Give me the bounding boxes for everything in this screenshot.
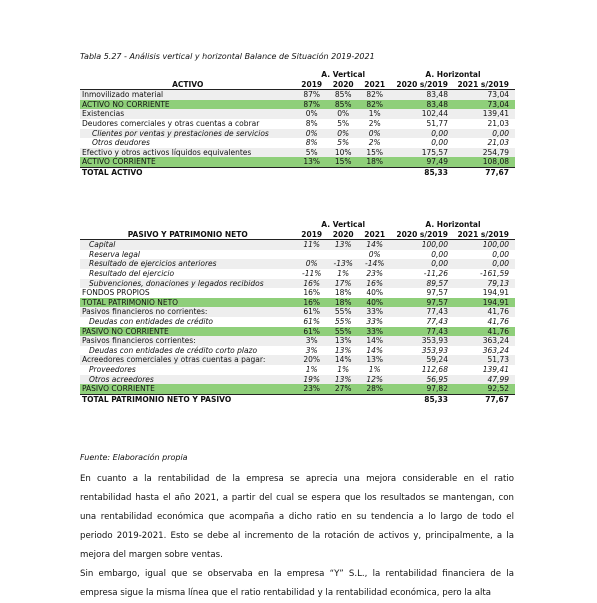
row-value: 77,67 <box>454 167 515 177</box>
row-label: TOTAL PATRIMONIO NETO <box>80 298 295 308</box>
row-value <box>328 167 358 177</box>
table-row <box>80 346 515 356</box>
row-value: 89,57 <box>391 279 454 289</box>
header-2019: 2019 <box>295 80 328 90</box>
row-label: TOTAL PATRIMONIO NETO Y PASIVO <box>80 394 295 404</box>
group-vertical: A. Vertical <box>321 220 366 229</box>
row-value: 73,04 <box>454 90 515 100</box>
row-value: 51,77 <box>426 118 448 128</box>
row-value: 56,95 <box>391 375 454 385</box>
row-label: Pasivos financieros corrientes: <box>80 336 295 346</box>
row-label: Pasivos financieros no corrientes: <box>80 307 295 317</box>
row-value: 13% <box>358 355 391 365</box>
table-row <box>80 375 515 385</box>
activo-group-header <box>80 70 515 80</box>
row-value: 0% <box>328 129 358 139</box>
row-value: 194,91 <box>454 298 515 308</box>
row-value: 8% <box>305 118 318 128</box>
row-value: 97,82 <box>391 384 454 394</box>
row-value: 41,76 <box>454 327 515 337</box>
table-row <box>80 279 515 289</box>
row-value: -14% <box>358 259 391 269</box>
table-row <box>80 129 515 139</box>
table-row <box>80 167 515 177</box>
row-value: 21,03 <box>487 138 509 148</box>
row-value: 92,52 <box>454 384 515 394</box>
row-value: 0,00 <box>391 129 454 139</box>
row-value: 79,13 <box>454 279 515 289</box>
row-value: 139,41 <box>454 109 515 119</box>
row-value: 41,76 <box>487 316 509 326</box>
row-value: 16% <box>295 298 328 308</box>
row-label: Clientes por ventas y prestaciones de servicios <box>80 129 295 139</box>
row-value <box>328 250 358 260</box>
table-row <box>80 157 515 167</box>
row-value: 73,04 <box>454 100 515 110</box>
row-value: 16% <box>358 279 391 289</box>
row-value: 353,93 <box>391 336 454 346</box>
table-row <box>80 138 515 148</box>
row-value: 14% <box>366 345 384 355</box>
row-value: 83,48 <box>391 90 454 100</box>
group-horizontal: A. Horizontal <box>425 70 481 79</box>
row-value: 3% <box>305 345 318 355</box>
row-label: TOTAL ACTIVO <box>80 167 295 177</box>
row-value: 1% <box>368 364 381 374</box>
row-value <box>358 394 391 404</box>
row-label: ACTIVO CORRIENTE <box>80 157 295 167</box>
header-2019: 2019 <box>295 230 328 240</box>
row-value: 14% <box>358 336 391 346</box>
row-value: 13% <box>328 375 358 385</box>
row-label: PASIVO NO CORRIENTE <box>80 327 295 337</box>
row-value: 102,44 <box>391 109 454 119</box>
row-value: 27% <box>328 384 358 394</box>
row-label: Capital <box>80 240 295 250</box>
activo-column-header <box>80 80 515 90</box>
header-2021-s-2019: 2021 s/2019 <box>454 80 515 90</box>
row-value: 0% <box>368 249 381 259</box>
row-label: Inmovilizado material <box>80 90 295 100</box>
row-value: 21,03 <box>487 118 509 128</box>
row-value: 8% <box>305 138 318 148</box>
row-label: Deudores comerciales y otras cuentas a cobrar <box>82 118 260 128</box>
table-caption: Tabla 5.27 - Análisis vertical y horizontal Balance de Situación 2019-2021 <box>80 52 375 61</box>
row-value: 77,43 <box>391 327 454 337</box>
row-label: Resultado de ejercicios anteriores <box>80 259 295 269</box>
row-value: 85% <box>328 100 358 110</box>
row-value: 112,68 <box>421 364 448 374</box>
row-label: FONDOS PROPIOS <box>82 288 150 298</box>
row-value: 0,00 <box>431 138 448 148</box>
row-value: 363,24 <box>482 345 509 355</box>
row-value: 85,33 <box>391 394 454 404</box>
row-value: 77,43 <box>391 307 454 317</box>
row-label: PASIVO CORRIENTE <box>80 384 295 394</box>
row-value: 40% <box>366 288 384 298</box>
row-value: 0% <box>358 129 391 139</box>
row-value: -11,26 <box>423 268 448 278</box>
table-row <box>80 259 515 269</box>
row-value: 10% <box>328 148 358 158</box>
header-2020-s-2019: 2020 s/2019 <box>391 230 454 240</box>
row-value: 2% <box>368 138 381 148</box>
header-2020: 2020 <box>328 80 358 90</box>
table-row <box>80 307 515 317</box>
row-value: 18% <box>328 298 358 308</box>
row-value: 51,73 <box>454 355 515 365</box>
group-vertical: A. Vertical <box>321 70 366 79</box>
row-value <box>358 167 391 177</box>
paragraph-sin-embargo: Sin embargo, igual que se observaba en la empresa “Y” S.L., la rentabilidad financiera de la empresa sigue la misma línea que el ratio rentabilidad y la rentabilidad económica, pero la alta <box>80 569 514 598</box>
row-value: 108,08 <box>454 157 515 167</box>
row-value: 19% <box>295 375 328 385</box>
row-value: 97,57 <box>391 298 454 308</box>
row-value: 40% <box>358 298 391 308</box>
row-value: -161,59 <box>480 268 509 278</box>
row-value: 82% <box>358 100 391 110</box>
row-value: 61% <box>295 327 328 337</box>
row-value: 13% <box>328 240 358 250</box>
row-value: 12% <box>358 375 391 385</box>
row-value: 3% <box>295 336 328 346</box>
table-row <box>80 336 515 346</box>
row-value: 16% <box>295 279 328 289</box>
row-value: 1% <box>337 268 350 278</box>
row-value <box>295 394 328 404</box>
row-value: 0,00 <box>454 129 515 139</box>
pasivo-column-header <box>80 230 515 240</box>
row-value: -11% <box>302 268 322 278</box>
row-value: 33% <box>366 316 384 326</box>
table-row <box>80 109 515 119</box>
row-value: 139,41 <box>482 364 509 374</box>
row-value: 13% <box>334 345 352 355</box>
row-value: 0,00 <box>454 259 515 269</box>
row-value: 175,57 <box>391 148 454 158</box>
pasivo-table <box>80 220 515 404</box>
row-value: 82% <box>358 90 391 100</box>
table-row <box>80 298 515 308</box>
table-row <box>80 240 515 250</box>
row-label: Efectivo y otros activos líquidos equivalentes <box>80 148 295 158</box>
row-label: Resultado del ejercicio <box>89 268 175 278</box>
row-value <box>328 394 358 404</box>
row-value: 41,76 <box>454 307 515 317</box>
header-2021: 2021 <box>358 230 391 240</box>
row-value: 87% <box>295 100 328 110</box>
row-value: 61% <box>295 307 328 317</box>
row-value: 55% <box>328 307 358 317</box>
row-value: 97,49 <box>391 157 454 167</box>
header-label: PASIVO Y PATRIMONIO NETO <box>80 230 295 240</box>
row-value: 13% <box>328 336 358 346</box>
header-label: ACTIVO <box>80 80 295 90</box>
row-value <box>295 250 328 260</box>
row-value: 0,00 <box>391 259 454 269</box>
row-label: Proveedores <box>89 364 136 374</box>
header-2021-s-2019: 2021 s/2019 <box>454 230 515 240</box>
row-label: Acreedores comerciales y otras cuentas a pagar: <box>80 355 295 365</box>
row-value: 100,00 <box>454 240 515 250</box>
row-label: Otros acreedores <box>80 375 295 385</box>
row-value: 0,00 <box>492 249 509 259</box>
row-value: 18% <box>358 157 391 167</box>
row-value: 61% <box>303 316 321 326</box>
table-row <box>80 384 515 394</box>
row-value: 16% <box>303 288 321 298</box>
table-row <box>80 355 515 365</box>
row-value: 17% <box>328 279 358 289</box>
row-value: 5% <box>337 118 350 128</box>
row-value: 97,57 <box>426 288 448 298</box>
row-value: 0% <box>295 129 328 139</box>
row-value: 14% <box>358 240 391 250</box>
row-value: 15% <box>358 148 391 158</box>
row-value: 85,33 <box>391 167 454 177</box>
row-value: 59,24 <box>391 355 454 365</box>
row-value: 0,00 <box>431 249 448 259</box>
table-row <box>80 90 515 100</box>
row-value: 77,67 <box>454 394 515 404</box>
row-label: ACTIVO NO CORRIENTE <box>80 100 295 110</box>
row-label: Deudas con entidades de crédito <box>89 316 214 326</box>
row-value: 20% <box>295 355 328 365</box>
group-horizontal: A. Horizontal <box>425 220 481 229</box>
row-value: 1% <box>337 364 350 374</box>
row-value: 47,99 <box>454 375 515 385</box>
row-value: 18% <box>334 288 352 298</box>
row-value: 353,93 <box>421 345 448 355</box>
row-value: 100,00 <box>391 240 454 250</box>
row-value: 254,79 <box>454 148 515 158</box>
row-value: -13% <box>328 259 358 269</box>
header-2021: 2021 <box>358 80 391 90</box>
row-value: 77,43 <box>426 316 448 326</box>
row-value: 23% <box>366 268 384 278</box>
row-label: Subvenciones, donaciones y legados recibidos <box>80 279 295 289</box>
row-value: 15% <box>328 157 358 167</box>
table-row <box>80 394 515 404</box>
source-note: Fuente: Elaboración propia <box>80 453 188 462</box>
table-row <box>80 288 515 298</box>
row-value: 1% <box>358 109 391 119</box>
row-value: 0% <box>295 259 328 269</box>
row-value: 23% <box>295 384 328 394</box>
row-value: 28% <box>358 384 391 394</box>
table-row <box>80 100 515 110</box>
row-value: 5% <box>337 138 350 148</box>
row-label: Reserva legal <box>89 249 140 259</box>
row-value: 33% <box>358 327 391 337</box>
row-value: 33% <box>358 307 391 317</box>
paragraph-rentabilidad: En cuanto a la rentabilidad de la empresa se aprecia una mejora considerable en el ratio rentabilidad hasta el año 2021, a partir del cual se espera que los resultados se mantengan, con una rentabilidad económica que acompaña a dicho ratio en su tendencia a lo largo de todo el periodo 2019-2021. Esto se debe al incremento de la rotación de activos y, principalmente, a la mejora del margen sobre ventas. <box>80 474 514 560</box>
row-value: 55% <box>328 327 358 337</box>
row-value: 11% <box>295 240 328 250</box>
row-value: 14% <box>328 355 358 365</box>
row-label: Deudas con entidades de crédito corto plazo <box>89 345 258 355</box>
row-value: 55% <box>334 316 352 326</box>
row-value: 85% <box>328 90 358 100</box>
row-value <box>295 167 328 177</box>
header-2020: 2020 <box>328 230 358 240</box>
row-value: 87% <box>295 90 328 100</box>
row-value: 1% <box>305 364 318 374</box>
table-row <box>80 250 515 260</box>
row-value: 5% <box>295 148 328 158</box>
row-value: 0% <box>295 109 328 119</box>
row-label: Existencias <box>80 109 295 119</box>
table-row <box>80 317 515 327</box>
header-2020-s-2019: 2020 s/2019 <box>391 80 454 90</box>
activo-table <box>80 70 515 178</box>
table-row <box>80 119 515 129</box>
table-row <box>80 148 515 158</box>
row-label: Otros deudores <box>92 138 150 148</box>
row-value: 83,48 <box>391 100 454 110</box>
table-row <box>80 327 515 337</box>
row-value: 0% <box>328 109 358 119</box>
row-value: 2% <box>368 118 381 128</box>
pasivo-group-header <box>80 220 515 230</box>
table-row <box>80 269 515 279</box>
row-value: 194,91 <box>482 288 509 298</box>
row-value: 363,24 <box>454 336 515 346</box>
row-value: 13% <box>295 157 328 167</box>
table-row <box>80 365 515 375</box>
